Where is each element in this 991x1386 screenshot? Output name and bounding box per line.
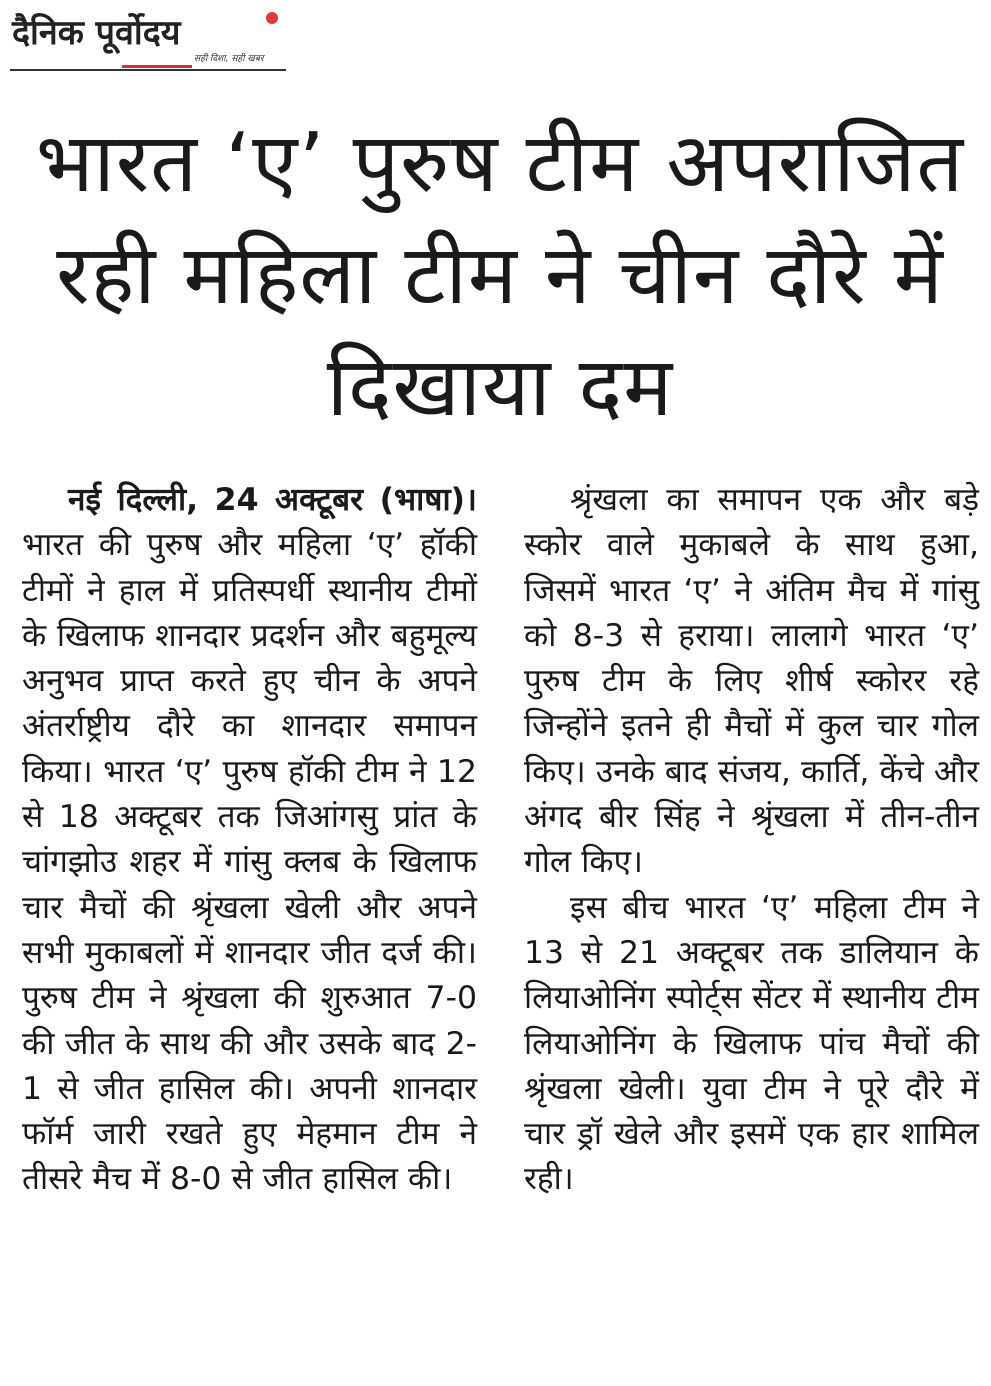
article-column-left bbox=[22, 478, 477, 1203]
logo-red-bar bbox=[122, 65, 192, 68]
article-column-right bbox=[524, 478, 979, 1203]
masthead bbox=[10, 6, 286, 72]
article-paragraph-3: इस बीच भारत ‘ए’ महिला टीम ने 13 से 21 अक्टूबर तक डालियान के लियाओनिंग स्पोर्ट्स सेंटर में स्थानीय टीम लियाओनिंग के खिलाफ पांच मैचों की श्रृंखला खेली। युवा टीम ने पूरे दौरे में चार ड्रॉ खेले और इसमें एक हार शामिल रही। bbox=[524, 889, 979, 1198]
article-paragraph-1 bbox=[22, 478, 477, 1203]
logo-red-dot bbox=[266, 12, 278, 24]
newspaper-tagline: सही दिशा, सही खबर bbox=[194, 54, 264, 64]
article-paragraph-2: श्रृंखला का समापन एक और बड़े स्कोर वाले मुकाबले के साथ हुआ, जिसमें भारत ‘ए’ ने अंतिम मैच में गांसु को 8-3 से हराया। लालागे भारत ‘ए’ पुरुष टीम के लिए शीर्ष स्कोरर रहे जिन्होंने इतने ही मैचों में कुल चार गोल किए। उनके बाद संजय, कार्ति, केंचे और अंगद बीर सिंह ने श्रृंखला में तीन-तीन गोल किए। bbox=[524, 482, 979, 881]
article-paragraph-1-text: भारत की पुरुष और महिला ‘ए’ हॉकी टीमों ने हाल में प्रतिस्पर्धी स्थानीय टीमों के खिलाफ शानदार प्रदर्शन और बहुमूल्य अनुभव प्राप्त करते हुए चीन के अपने अंतर्राष्ट्रीय दौरे का शानदार समापन किया। भारत ‘ए’ पुरुष हॉकी टीम ने 12 से 18 अक्टूबर तक जिआंगसु प्रांत के चांगझोउ शहर में गांसु क्लब के खिलाफ चार मैचों की श्रृंखला खेली और अपने सभी मुकाबलों में शानदार जीत दर्ज की। पुरुष टीम ने श्रृंखला की शुरुआत 7-0 की जीत के साथ की और उसके बाद 2-1 से जीत हासिल की। अपनी शानदार फॉर्म जारी रखते हुए मेहमान टीम ने तीसरे मैच में 8-0 से जीत हासिल की। bbox=[22, 527, 477, 1198]
newspaper-logo: दैनिक पूर्वोदय bbox=[12, 13, 181, 53]
article-headline: भारत ‘ए’ पुरुष टीम अपराजित रही महिला टीम ने चीन दौरे में दिखाया दम bbox=[35, 116, 965, 435]
article-dateline: नई दिल्ली, 24 अक्टूबर (भाषा)। bbox=[68, 482, 477, 518]
masthead-rule bbox=[10, 69, 286, 71]
